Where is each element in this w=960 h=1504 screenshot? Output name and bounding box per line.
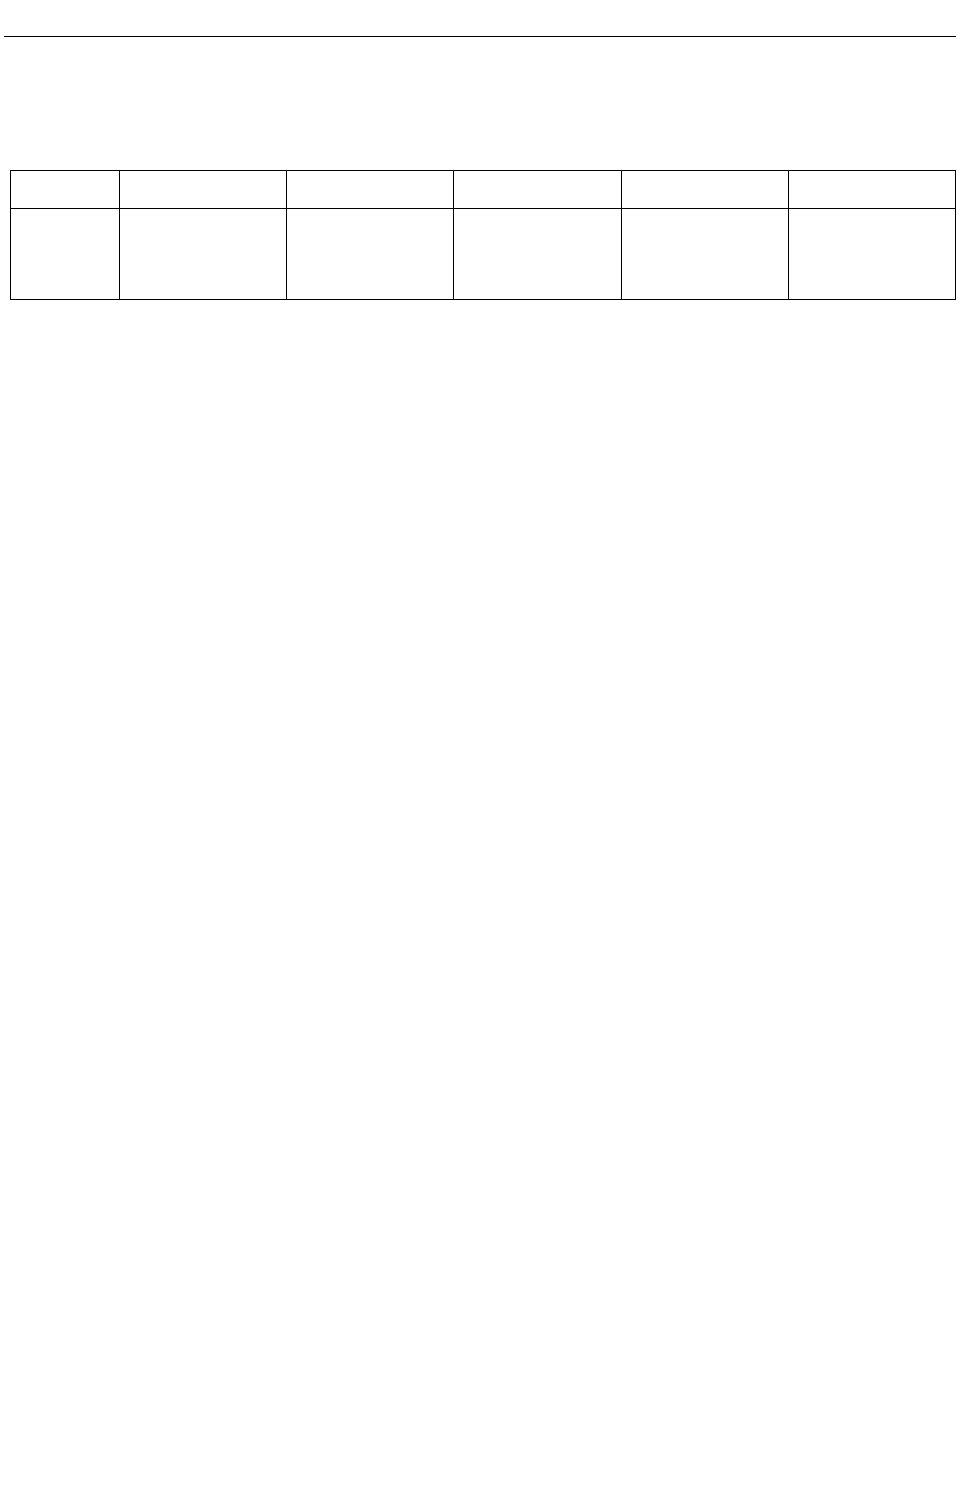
- table-row: [11, 209, 956, 240]
- table-cell: [788, 239, 955, 269]
- table-cell: [788, 269, 955, 300]
- table-row: [11, 269, 956, 300]
- table-cell: [788, 209, 955, 240]
- table-cell: [454, 239, 621, 269]
- table-row-header: [11, 239, 120, 269]
- figure-b-surface-plot: [474, 544, 956, 908]
- table-row-header: [11, 209, 120, 240]
- table-row: [11, 239, 956, 269]
- table-corner-cell: [11, 171, 120, 209]
- table-cell: [287, 209, 454, 240]
- figure-a-surface-plot: [4, 552, 466, 904]
- table-cell: [287, 239, 454, 269]
- table-cell: [621, 269, 788, 300]
- table-cell: [454, 209, 621, 240]
- table-cell: [454, 269, 621, 300]
- table-col-header: [120, 171, 287, 209]
- header-rule: [4, 36, 956, 37]
- table-col-header: [621, 171, 788, 209]
- table-cell: [621, 209, 788, 240]
- table-cell: [287, 269, 454, 300]
- table-header-row: [11, 171, 956, 209]
- table-col-header: [788, 171, 955, 209]
- table-cell: [120, 209, 287, 240]
- variation-coefficients-table: [10, 170, 956, 300]
- table-col-header: [454, 171, 621, 209]
- table-col-header: [287, 171, 454, 209]
- table-cell: [621, 239, 788, 269]
- table-row-header: [11, 269, 120, 300]
- table-cell: [120, 239, 287, 269]
- table-cell: [120, 269, 287, 300]
